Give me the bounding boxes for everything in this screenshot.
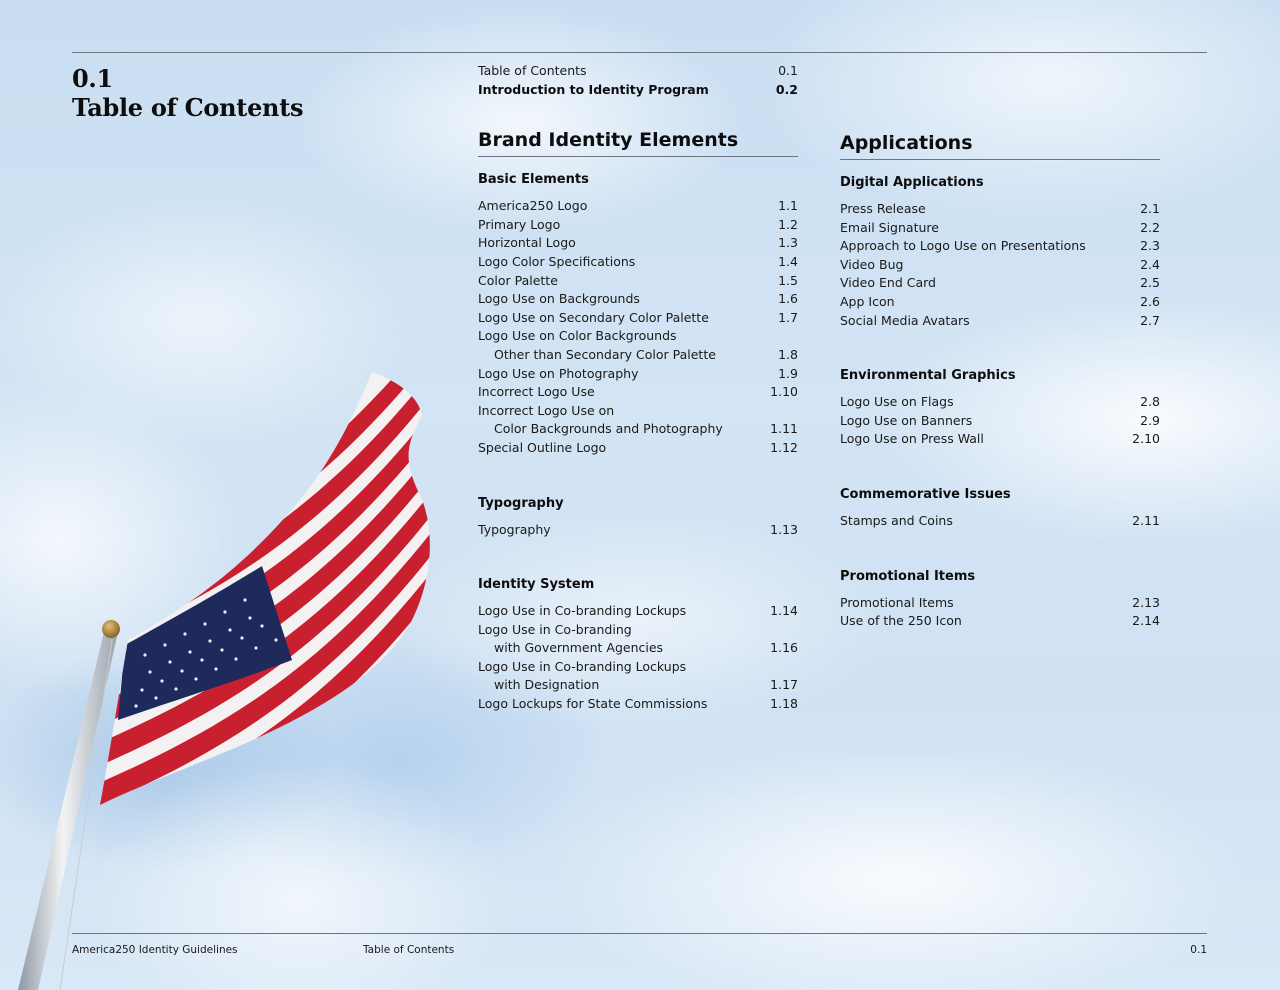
toc-entry[interactable] xyxy=(478,420,798,439)
entry-label: with Designation xyxy=(494,677,600,693)
toc-entry[interactable] xyxy=(478,639,798,658)
entry-page: 1.12 xyxy=(770,439,798,455)
group-entries-promotional-items xyxy=(840,594,1160,631)
toc-entry[interactable] xyxy=(840,412,1160,431)
entry-page: 2.11 xyxy=(1132,512,1160,528)
toc-entry[interactable] xyxy=(478,346,798,365)
entry-page: 1.1 xyxy=(778,198,798,214)
entry-page: 1.10 xyxy=(770,384,798,400)
entry-label: Introduction to Identity Program xyxy=(478,81,709,97)
toc-entry[interactable] xyxy=(478,62,798,81)
footer-page-number: 0.1 xyxy=(1190,944,1207,956)
entry-page: 2.6 xyxy=(1140,293,1160,309)
flag-photo xyxy=(0,360,460,990)
entry-label: America250 Logo xyxy=(478,198,588,214)
brand-identity-column xyxy=(478,62,798,714)
toc-entry[interactable] xyxy=(478,253,798,272)
entry-label: Logo Use in Co-branding Lockups xyxy=(478,658,687,674)
toc-entry[interactable] xyxy=(478,402,798,421)
group-title-commemorative-issues: Commemorative Issues xyxy=(840,486,1011,502)
toc-entry[interactable] xyxy=(840,237,1160,256)
toc-entry[interactable] xyxy=(478,81,798,100)
entry-label: Color Backgrounds and Photography xyxy=(494,421,723,437)
toc-entry[interactable] xyxy=(478,234,798,253)
entry-label: Video End Card xyxy=(840,275,936,291)
toc-entry[interactable] xyxy=(478,602,798,621)
group-title-environmental-graphics: Environmental Graphics xyxy=(840,368,1016,384)
toc-entry[interactable] xyxy=(478,658,798,677)
pole-finial xyxy=(102,620,120,638)
top-rule xyxy=(72,52,1207,53)
section-title-applications: Applications xyxy=(840,131,1160,160)
group-title-basic-elements: Basic Elements xyxy=(478,172,589,188)
toc-entry[interactable] xyxy=(840,256,1160,275)
entry-label: Logo Use on Backgrounds xyxy=(478,291,640,307)
entry-page: 2.14 xyxy=(1132,613,1160,629)
entry-label: Logo Use in Co-branding Lockups xyxy=(478,603,687,619)
toc-entry[interactable] xyxy=(478,309,798,328)
entry-label: Primary Logo xyxy=(478,216,561,232)
footer-section-name: Table of Contents xyxy=(363,944,455,956)
entry-label: Promotional Items xyxy=(840,594,954,610)
entry-page: 1.5 xyxy=(778,272,798,288)
applications-column xyxy=(840,131,1160,631)
toc-entry[interactable] xyxy=(478,216,798,235)
entry-label: Use of the 250 Icon xyxy=(840,613,962,629)
entry-page: 0.2 xyxy=(775,81,798,97)
entry-label: Email Signature xyxy=(840,219,939,235)
entry-label: Special Outline Logo xyxy=(478,439,607,455)
entry-page: 1.8 xyxy=(778,346,798,362)
group-entries-environmental-graphics xyxy=(840,393,1160,449)
entry-page: 2.3 xyxy=(1140,238,1160,254)
section-number: 0.1 xyxy=(72,64,113,93)
entry-page: 0.1 xyxy=(778,63,798,78)
toc-entry[interactable] xyxy=(840,512,1160,531)
entry-label: Social Media Avatars xyxy=(840,312,970,328)
toc-entry[interactable] xyxy=(478,327,798,346)
entry-page: 1.9 xyxy=(778,365,798,381)
entry-label: Table of Contents xyxy=(478,63,587,78)
page-heading xyxy=(72,64,303,122)
entry-label: Color Palette xyxy=(478,272,558,288)
footer-document-name: America250 Identity Guidelines xyxy=(72,944,238,956)
group-title-identity-system: Identity System xyxy=(478,577,595,593)
intro-entries xyxy=(478,62,798,99)
entry-page: 2.13 xyxy=(1132,594,1160,610)
entry-label: with Government Agencies xyxy=(494,640,664,656)
entry-label: Press Release xyxy=(840,201,926,216)
entry-label: Approach to Logo Use on Presentations xyxy=(840,238,1086,254)
group-title-digital-applications: Digital Applications xyxy=(840,175,984,190)
entry-label: Logo Use on Press Wall xyxy=(840,431,984,447)
toc-entry[interactable] xyxy=(840,430,1160,449)
toc-entry[interactable] xyxy=(840,594,1160,613)
group-entries-basic-elements xyxy=(478,197,798,457)
entry-page: 1.2 xyxy=(778,216,798,232)
entry-page: 2.7 xyxy=(1140,312,1160,328)
toc-entry[interactable] xyxy=(840,393,1160,412)
toc-entry[interactable] xyxy=(478,695,798,714)
entry-page: 1.4 xyxy=(778,253,798,269)
toc-entry[interactable] xyxy=(840,312,1160,331)
entry-page: 2.10 xyxy=(1132,431,1160,447)
toc-entry[interactable] xyxy=(840,293,1160,312)
entry-page: 2.1 xyxy=(1140,201,1160,216)
entry-page: 2.5 xyxy=(1140,275,1160,291)
toc-entry[interactable] xyxy=(478,365,798,384)
entry-label: Logo Color Specifications xyxy=(478,253,636,269)
entry-label: Other than Secondary Color Palette xyxy=(494,346,716,362)
entry-page: 2.8 xyxy=(1140,394,1160,410)
entry-label: App Icon xyxy=(840,293,895,309)
entry-page: 1.13 xyxy=(770,521,798,537)
entry-label: Logo Use on Secondary Color Palette xyxy=(478,309,709,325)
toc-entry[interactable] xyxy=(478,676,798,695)
entry-label: Logo Use on Flags xyxy=(840,394,954,410)
toc-entry[interactable] xyxy=(478,621,798,640)
group-entries-commemorative-issues xyxy=(840,512,1160,531)
group-entries-digital-applications xyxy=(840,200,1160,330)
entry-page: 1.14 xyxy=(770,603,798,619)
toc-entry[interactable] xyxy=(478,197,798,216)
page-title: Table of Contents xyxy=(72,93,304,122)
entry-page: 2.2 xyxy=(1140,219,1160,235)
entry-label: Logo Use on Color Backgrounds xyxy=(478,328,677,344)
entry-label: Horizontal Logo xyxy=(478,235,576,251)
entry-label: Incorrect Logo Use xyxy=(478,384,595,400)
entry-label: Typography xyxy=(478,521,551,537)
entry-label: Stamps and Coins xyxy=(840,512,953,528)
group-title-typography: Typography xyxy=(478,495,564,511)
entry-page: 1.17 xyxy=(770,677,798,693)
entry-label: Logo Use on Photography xyxy=(478,365,639,381)
entry-label: Logo Use on Banners xyxy=(840,412,973,428)
entry-label: Logo Use in Co-branding xyxy=(478,621,632,637)
entry-page: 1.11 xyxy=(770,421,798,437)
group-entries-typography xyxy=(478,521,798,540)
toc-entry[interactable] xyxy=(478,272,798,291)
entry-page: 2.9 xyxy=(1140,412,1160,428)
entry-label: Incorrect Logo Use on xyxy=(478,402,615,418)
section-title-brand-identity: Brand Identity Elements xyxy=(478,128,798,157)
group-entries-identity-system xyxy=(478,602,798,714)
entry-label: Video Bug xyxy=(840,256,904,272)
entry-page: 1.3 xyxy=(778,235,798,251)
toc-entry[interactable] xyxy=(478,439,798,458)
toc-entry[interactable] xyxy=(840,612,1160,631)
toc-entry[interactable] xyxy=(840,200,1160,219)
toc-entry[interactable] xyxy=(478,383,798,402)
entry-page: 1.18 xyxy=(770,696,798,712)
toc-entry[interactable] xyxy=(478,290,798,309)
entry-page: 1.16 xyxy=(770,640,798,656)
toc-entry[interactable] xyxy=(840,219,1160,238)
group-title-promotional-items: Promotional Items xyxy=(840,568,976,584)
entry-label: Logo Lockups for State Commissions xyxy=(478,696,708,712)
entry-page: 2.4 xyxy=(1140,256,1160,272)
entry-page: 1.6 xyxy=(778,291,798,307)
toc-entry[interactable] xyxy=(478,521,798,540)
toc-entry[interactable] xyxy=(840,274,1160,293)
entry-page: 1.7 xyxy=(778,309,798,325)
